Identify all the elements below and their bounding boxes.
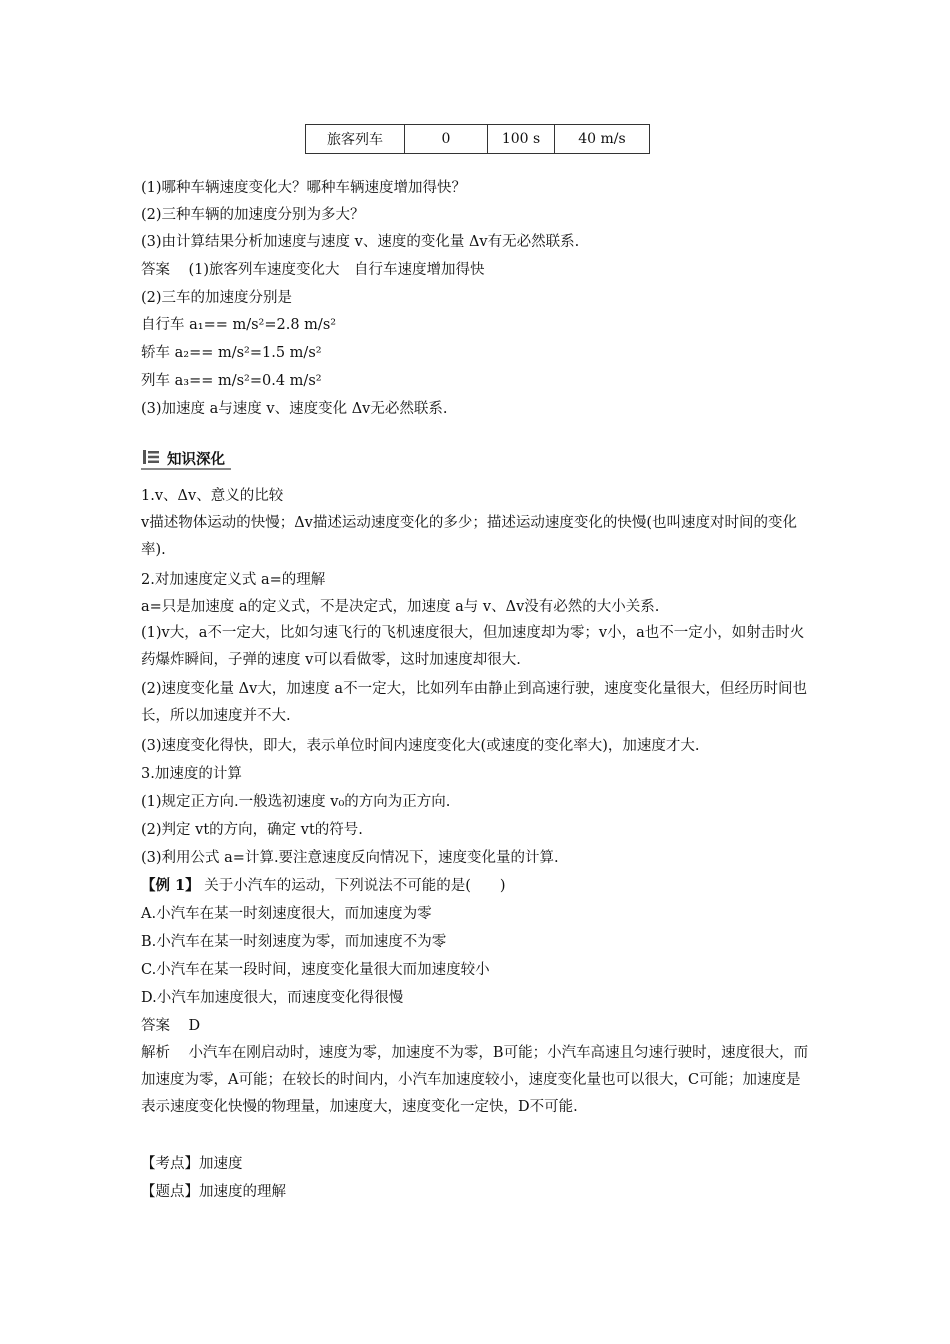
example-answer-label: 答案 — [141, 1018, 170, 1034]
section-title: 知识深化 — [167, 452, 225, 468]
vehicle-table — [305, 124, 650, 154]
example-label: 【例 1】 — [141, 877, 200, 894]
example-text: 关于小汽车的运动，下列说法不可能的是( ) — [204, 878, 506, 894]
answer-bike: 自行车 a₁== m/s²=2.8 m/s² — [141, 317, 337, 333]
question-1: (1)哪种车辆速度变化大？哪种车辆速度增加得快？ — [141, 180, 467, 196]
knowledge-1-text: v描述物体运动的快慢；Δv描述运动速度变化的多少；描述运动速度变化的快慢(也叫速度对时间的变化率). — [141, 515, 798, 558]
knowledge-2-text: a=只是加速度 a的定义式，不是决定式，加速度 a与 v、Δv没有必然的大小关系. — [141, 599, 660, 615]
list-icon — [143, 450, 159, 464]
analysis-label: 解析 — [141, 1045, 170, 1061]
knowledge-1-title: 1.v、Δv、意义的比较 — [141, 488, 284, 504]
knowledge-3-point-2: (2)判定 vt的方向，确定 vt的符号. — [141, 822, 363, 838]
knowledge-3-point-3: (3)利用公式 a=计算.要注意速度反向情况下，速度变化量的计算. — [141, 850, 559, 866]
answer-row — [141, 260, 484, 280]
table-cell: 旅客列车 — [306, 125, 405, 154]
tidian: 【题点】加速度的理解 — [141, 1184, 286, 1200]
knowledge-2-title: 2.对加速度定义式 a=的理解 — [141, 572, 326, 588]
example-answer-value: D — [188, 1018, 201, 1034]
answer-train: 列车 a₃== m/s²=0.4 m/s² — [141, 373, 322, 389]
table-cell: 40 m/s — [555, 125, 650, 154]
knowledge-2-point-2: (2)速度变化量 Δv大，加速度 a不一定大，比如列车由静止到高速行驶，速度变化量很大，但经历时间也长，所以加速度并不大. — [141, 681, 808, 724]
kaodian: 【考点】加速度 — [141, 1156, 243, 1172]
table-cell: 0 — [405, 125, 488, 154]
knowledge-3-point-1: (1)规定正方向.一般选初速度 v₀的方向为正方向. — [141, 794, 451, 810]
option-b: B.小汽车在某一时刻速度为零，而加速度不为零 — [141, 934, 447, 950]
table-row — [306, 125, 650, 154]
analysis-text: 小汽车在刚启动时，速度为零，加速度不为零，B可能；小汽车高速且匀速行驶时，速度很大，而加速度为零，A可能；在较长的时间内，小汽车加速度较小，速度变化量也可以很大，C可能；加速度是表示速度变化快慢的物理量，加速度大，速度变化一定快，D不可能. — [141, 1045, 809, 1115]
knowledge-2-point-3: (3)速度变化得快，即大，表示单位时间内速度变化大(或速度的变化率大)，加速度才大. — [141, 738, 700, 754]
example-question — [141, 876, 506, 896]
answer-car: 轿车 a₂== m/s²=1.5 m/s² — [141, 345, 322, 361]
question-2: (2)三种车辆的加速度分别为多大？ — [141, 207, 365, 223]
table-cell: 100 s — [488, 125, 555, 154]
knowledge-2-point-1: (1)v大，a不一定大，比如匀速飞行的飞机速度很大，但加速度却为零；v小，a也不一定小，如射击时火药爆炸瞬间，子弹的速度 v可以看做零，这时加速度却很大. — [141, 625, 805, 668]
answer-line-2: (2)三车的加速度分别是 — [141, 290, 293, 306]
answer-label: 答案 — [141, 262, 170, 278]
question-3: (3)由计算结果分析加速度与速度 v、速度的变化量 Δv有无必然联系. — [141, 234, 580, 250]
answer-text: (1)旅客列车速度变化大 自行车速度增加得快 — [188, 262, 485, 278]
example-analysis — [141, 1040, 813, 1121]
option-d: D.小汽车加速度很大，而速度变化得很慢 — [141, 990, 404, 1006]
section-divider — [141, 468, 231, 470]
answer-line-3: (3)加速度 a与速度 v、速度变化 Δv无必然联系. — [141, 401, 448, 417]
option-c: C.小汽车在某一段时间，速度变化量很大而加速度较小 — [141, 962, 490, 978]
section-header — [141, 446, 231, 470]
knowledge-3-title: 3.加速度的计算 — [141, 766, 242, 782]
option-a: A.小汽车在某一时刻速度很大，而加速度为零 — [141, 906, 432, 922]
example-answer — [141, 1016, 200, 1036]
